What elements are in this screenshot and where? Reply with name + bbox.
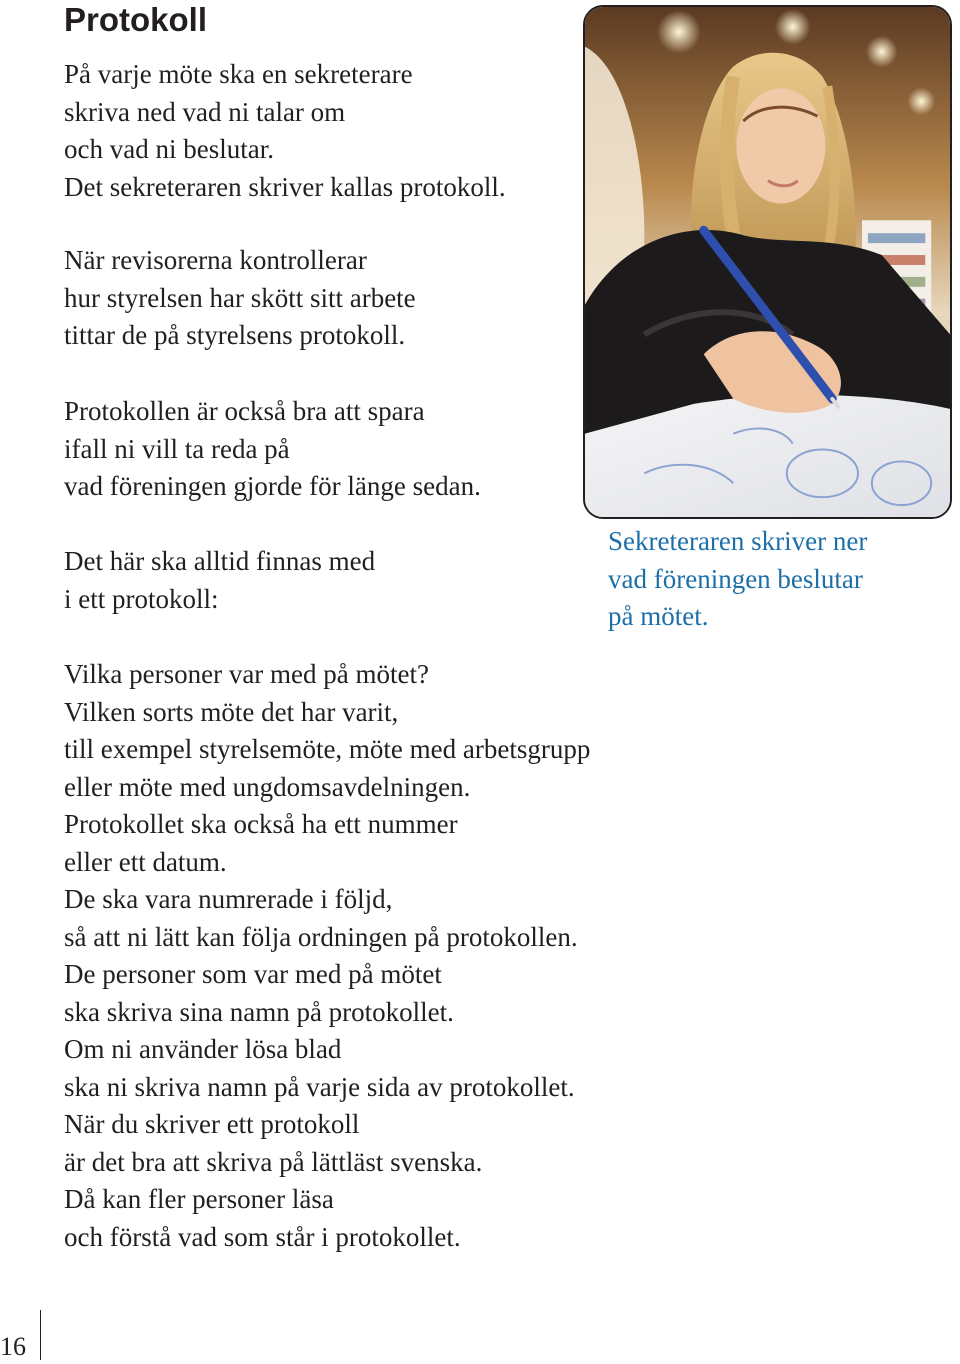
- paragraph-intro: [64, 56, 506, 206]
- text-line: till exempel styrelsemöte, möte med arbetsgrupp: [64, 734, 591, 764]
- text-line: och vad ni beslutar.: [64, 134, 274, 164]
- page-heading: Protokoll: [64, 1, 208, 38]
- text-line: Det sekreteraren skriver kallas protokoll.: [64, 171, 506, 202]
- caption-line: Sekreteraren skriver ner: [608, 526, 868, 556]
- text-line: i ett protokoll:: [64, 583, 219, 614]
- text-line: så att ni lätt kan följa ordningen på protokollen.: [64, 921, 578, 952]
- photo-woman-writing-icon: [585, 7, 950, 517]
- photo-woman-writing: [583, 5, 952, 519]
- text-line: är det bra att skriva på lättläst svenska.: [64, 1146, 483, 1177]
- text-line: Vilka personer var med på mötet?: [64, 659, 429, 689]
- text-line: ifall ni vill ta reda på: [64, 433, 290, 464]
- text-line: När revisorerna kontrollerar: [64, 245, 367, 275]
- text-line: och förstå vad som står i protokollet.: [64, 1221, 461, 1252]
- paragraph-required-contents: [64, 656, 590, 1256]
- text-line: De personer som var med på mötet: [64, 959, 442, 989]
- text-line: Protokollet ska också ha ett nummer: [64, 809, 458, 839]
- text-line: Om ni använder lösa blad: [64, 1034, 342, 1064]
- page-number: 16: [0, 1332, 26, 1361]
- photo-caption: [608, 523, 867, 636]
- text-line: ska skriva sina namn på protokollet.: [64, 996, 454, 1027]
- paragraph-required-intro: [64, 543, 375, 618]
- text-line: Protokollen är också bra att spara: [64, 396, 425, 426]
- text-line: De ska vara numrerade i följd,: [64, 884, 393, 914]
- text-line: vad föreningen gjorde för länge sedan.: [64, 471, 481, 501]
- caption-line: vad föreningen beslutar: [608, 563, 863, 594]
- paragraph-revisors: [64, 242, 416, 355]
- text-line: skriva ned vad ni talar om: [64, 96, 346, 127]
- text-line: På varje möte ska en sekreterare: [64, 59, 413, 89]
- text-line: ska ni skriva namn på varje sida av protokollet.: [64, 1071, 575, 1102]
- page-number-rule: [40, 1310, 41, 1360]
- text-line: Vilken sorts möte det har varit,: [64, 696, 399, 727]
- caption-line: på mötet.: [608, 601, 709, 631]
- text-line: eller ett datum.: [64, 846, 227, 877]
- text-line: När du skriver ett protokoll: [64, 1109, 360, 1139]
- paragraph-archive: [64, 393, 481, 506]
- text-line: eller möte med ungdomsavdelningen.: [64, 771, 471, 802]
- text-line: Då kan fler personer läsa: [64, 1184, 334, 1214]
- text-line: Det här ska alltid finnas med: [64, 546, 376, 576]
- text-line: hur styrelsen har skött sitt arbete: [64, 282, 416, 313]
- text-line: tittar de på styrelsens protokoll.: [64, 320, 406, 350]
